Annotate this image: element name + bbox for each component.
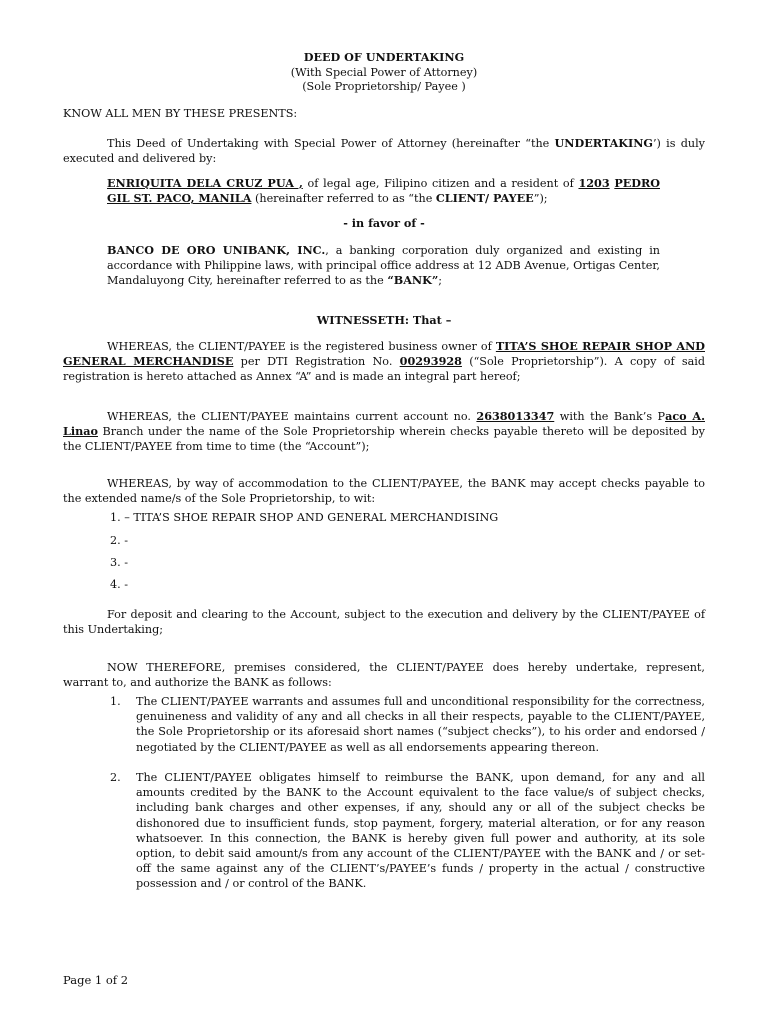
document-title: DEED OF UNDERTAKING	[303, 50, 465, 64]
in-favor-of: - in favor of -	[343, 216, 425, 230]
bank-paragraph	[107, 243, 660, 289]
client-text-3: ”);	[533, 192, 548, 206]
client-text: of legal age, Filipino citizen and a resident of	[302, 177, 579, 190]
business-name: TITA’S SHOE REPAIR SHOP AND GENERAL MERCHANDISE	[63, 339, 705, 369]
know-all-men: KNOW ALL MEN BY THESE PRESENTS:	[63, 107, 298, 120]
names-list-item: 3. -	[110, 556, 129, 569]
intro-text: This Deed of Undertaking with Special Power of Attorney (hereinafter “the	[107, 137, 555, 150]
whereas-2-text-3: Branch under the name of the Sole Proprietorship wherein checks payable thereto will be deposited by the CLIENT/PAYEE from time to time (the “Account”);	[63, 425, 705, 454]
names-list-item: 4. -	[110, 578, 129, 591]
now-therefore-paragraph: NOW THEREFORE, premises considered, the CLIENT/PAYEE does hereby undertake, represent, warrant to, and authorize the BANK as follows:	[63, 661, 705, 690]
whereas-2-text-2: with the Bank’s P	[554, 410, 666, 423]
page-number: Page 1 of 2	[63, 973, 129, 987]
whereas-3: WHEREAS, by way of accommodation to the CLIENT/PAYEE, the BANK may accept checks payable to the extended name/s of the Sole Proprietorship, to wit:	[63, 477, 705, 506]
clause-number: 2.	[110, 771, 121, 784]
clause-text: The CLIENT/PAYEE warrants and assumes full and unconditional responsibility for the correctness, genuineness and validity of any and all checks in all their respects, payable to the CLIENT/PAYEE, the Sole Proprietorship or its aforesaid short names (“subject checks”), to his order and endorsed / negotiated by the CLIENT/PAYEE as well as all endorsements appearing thereon.	[136, 695, 705, 754]
client-name: ENRIQUITA DELA CRUZ PUA ,	[107, 176, 303, 190]
client-address-1: 1203	[578, 176, 610, 190]
bank-text: , a banking corporation duly organized and existing in accordance with Philippine laws, with principal office address at 12 ADB Avenue, Ortigas Center, Mandaluyong City, hereinafter referred to as the	[107, 244, 660, 288]
document-subtitle-2: (Sole Proprietorship/ Payee )	[302, 80, 466, 93]
names-list-item: 1. – TITA’S SHOE REPAIR SHOP AND GENERAL MERCHANDISING	[110, 511, 499, 524]
client-address-2: PEDRO GIL ST. PACO, MANILA	[107, 176, 660, 206]
document-subtitle: (With Special Power of Attorney)	[290, 66, 478, 79]
client-text-2: (hereinafter referred to as “the	[251, 192, 436, 206]
clause-text: The CLIENT/PAYEE obligates himself to reimburse the BANK, upon demand, for any and all amounts credited by the BANK to the Account equivalent to the face value/s of subject checks, including bank charges and other expenses, if any, should any or all of the subject checks be dishonored due to insufficient funds, stop payment, forgery, material alteration, or for any reason whatsoever. In this connection, the BANK is hereby given full power and authority, at its sole option, to debit said amount/s from any account of the CLIENT/PAYEE with the BANK and / or set-off the same against any of the CLIENT’s/PAYEE’s funds / property in the actual / constructive possession and / or control of the BANK.	[136, 771, 705, 891]
intro-text-end: ’) is duly executed and delivered by:	[63, 137, 705, 166]
undertaking-term: UNDERTAKING	[554, 136, 653, 150]
whereas-1-text-3: (“Sole Proprietorship”). A copy of said registration is hereto attached as Annex “A” and is made an integral part hereof;	[63, 355, 705, 384]
account-number: 2638013347	[476, 409, 555, 423]
names-list-item: 2. -	[110, 534, 129, 547]
clause-number: 1.	[110, 695, 121, 708]
whereas-2-text: WHEREAS, the CLIENT/PAYEE maintains current account no.	[107, 410, 477, 423]
dti-registration-no: 00293928	[399, 354, 462, 369]
for-deposit-paragraph: For deposit and clearing to the Account, subject to the execution and delivery by the CLIENT/PAYEE of this Undertaking;	[63, 608, 705, 637]
intro-paragraph	[63, 136, 705, 166]
bank-label: “BANK”	[387, 273, 439, 288]
witnesseth-heading: WITNESSETH: That –	[316, 313, 452, 327]
whereas-1-text: WHEREAS, the CLIENT/PAYEE is the registered business owner of	[107, 340, 496, 353]
whereas-2	[63, 409, 705, 455]
branch-name: aco A. Linao	[63, 409, 705, 439]
client-paragraph	[107, 176, 660, 206]
whereas-1-text-2: per DTI Registration No.	[233, 355, 400, 369]
bank-name: BANCO DE ORO UNIBANK, INC.	[107, 243, 326, 257]
whereas-1	[63, 339, 705, 385]
bank-text-end: ;	[438, 274, 443, 288]
client-label: CLIENT/ PAYEE	[435, 191, 534, 206]
